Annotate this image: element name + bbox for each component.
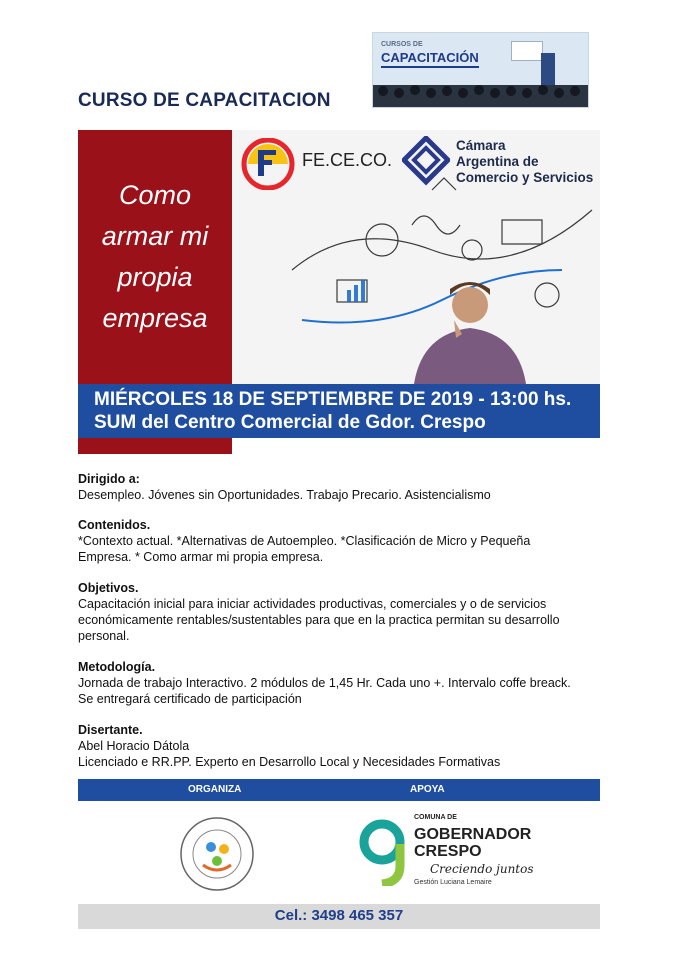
course-name-line: propia: [117, 262, 193, 292]
camara-line: Cámara: [456, 138, 506, 153]
course-name: [88, 175, 222, 339]
comuna-name-line: GOBERNADOR: [414, 826, 532, 843]
event-venue: SUM del Centro Comercial de Gdor. Crespo: [94, 412, 486, 433]
section-metodologia: [78, 659, 608, 707]
fececo-label: FE.CE.CO.: [302, 150, 393, 170]
apoya-label: APOYA: [410, 784, 445, 795]
course-name-line: armar mi: [101, 221, 209, 251]
section-line: Abel Horacio Dátola: [78, 739, 190, 753]
section-heading: Objetivos.: [78, 581, 139, 595]
course-name-line: Como: [118, 180, 192, 210]
camara-line: Comercio y Servicios: [456, 170, 594, 185]
centro-comercial-seal: [178, 815, 256, 898]
section-line: Desempleo. Jóvenes sin Oportunidades. Trabajo Precario. Asistencialismo: [78, 488, 491, 502]
comuna-name: [414, 826, 531, 860]
fececo-logo: [240, 138, 298, 195]
section-line: personal.: [78, 629, 130, 643]
section-line: Jornada de trabajo Interactivo. 2 módulos de 1,45 Hr. Cada uno +. Intervalo coffe breack.: [78, 676, 571, 690]
badge-big-label: CAPACITACIÓN: [381, 50, 479, 65]
section-heading: Dirigido a:: [78, 472, 140, 486]
presentation-screen-icon: [511, 41, 543, 61]
comuna-name-line: CRESPO: [414, 843, 482, 860]
section-disertante: [78, 722, 608, 770]
audience-silhouette: [373, 85, 588, 107]
comuna-subtitle: Gestión Luciana Lemaire: [414, 879, 492, 886]
camara-logo: [402, 136, 450, 191]
section-contenidos: [78, 517, 608, 565]
comuna-small-label: COMUNA DE: [414, 814, 457, 821]
sponsors-bar: [78, 779, 600, 801]
capacitacion-badge: [372, 32, 589, 108]
course-name-line: empresa: [102, 303, 208, 333]
camara-name: [456, 138, 593, 186]
section-heading: Disertante.: [78, 723, 143, 737]
section-line: Capacitación inicial para iniciar actividades productivas, comerciales y o de servicios: [78, 597, 547, 611]
page-title: CURSO DE CAPACITACION: [78, 90, 331, 111]
section-line: Licenciado e RR.PP. Experto en Desarrollo Local y Necesidades Formativas: [78, 755, 501, 769]
section-line: *Contexto actual. *Alternativas de Autoempleo. *Clasificación de Micro y Pequeña: [78, 534, 531, 548]
section-heading: Contenidos.: [78, 518, 151, 532]
podium-icon: [541, 53, 555, 87]
event-date: MIÉRCOLES 18 DE SEPTIEMBRE DE 2019 - 13:00 hs.: [94, 389, 572, 410]
badge-small-label: CURSOS DE: [381, 41, 423, 48]
section-line: económicamente rentables/sustentables para que en la practica permitan su desarrollo: [78, 613, 560, 627]
section-line: Empresa. * Como armar mi propia empresa.: [78, 550, 324, 564]
comuna-slogan: Creciendo juntos: [430, 862, 534, 876]
seal-emblem-icon: [178, 815, 256, 893]
section-objetivos: [78, 580, 608, 644]
audience-heads-icon: [373, 85, 588, 107]
camara-emblem-icon: [402, 136, 450, 186]
organiza-label: ORGANIZA: [188, 784, 242, 795]
fececo-emblem-icon: [240, 138, 298, 190]
comuna-emblem-icon: [356, 818, 408, 886]
comuna-logo: [356, 818, 408, 891]
section-dirigido: [78, 471, 608, 503]
contact-phone: Cel.: 3498 465 357: [274, 907, 404, 924]
badge-underline: [381, 66, 479, 68]
camara-line: Argentina de: [456, 154, 539, 169]
section-heading: Metodología.: [78, 660, 156, 674]
section-line: Se entregará certificado de participación: [78, 692, 302, 706]
